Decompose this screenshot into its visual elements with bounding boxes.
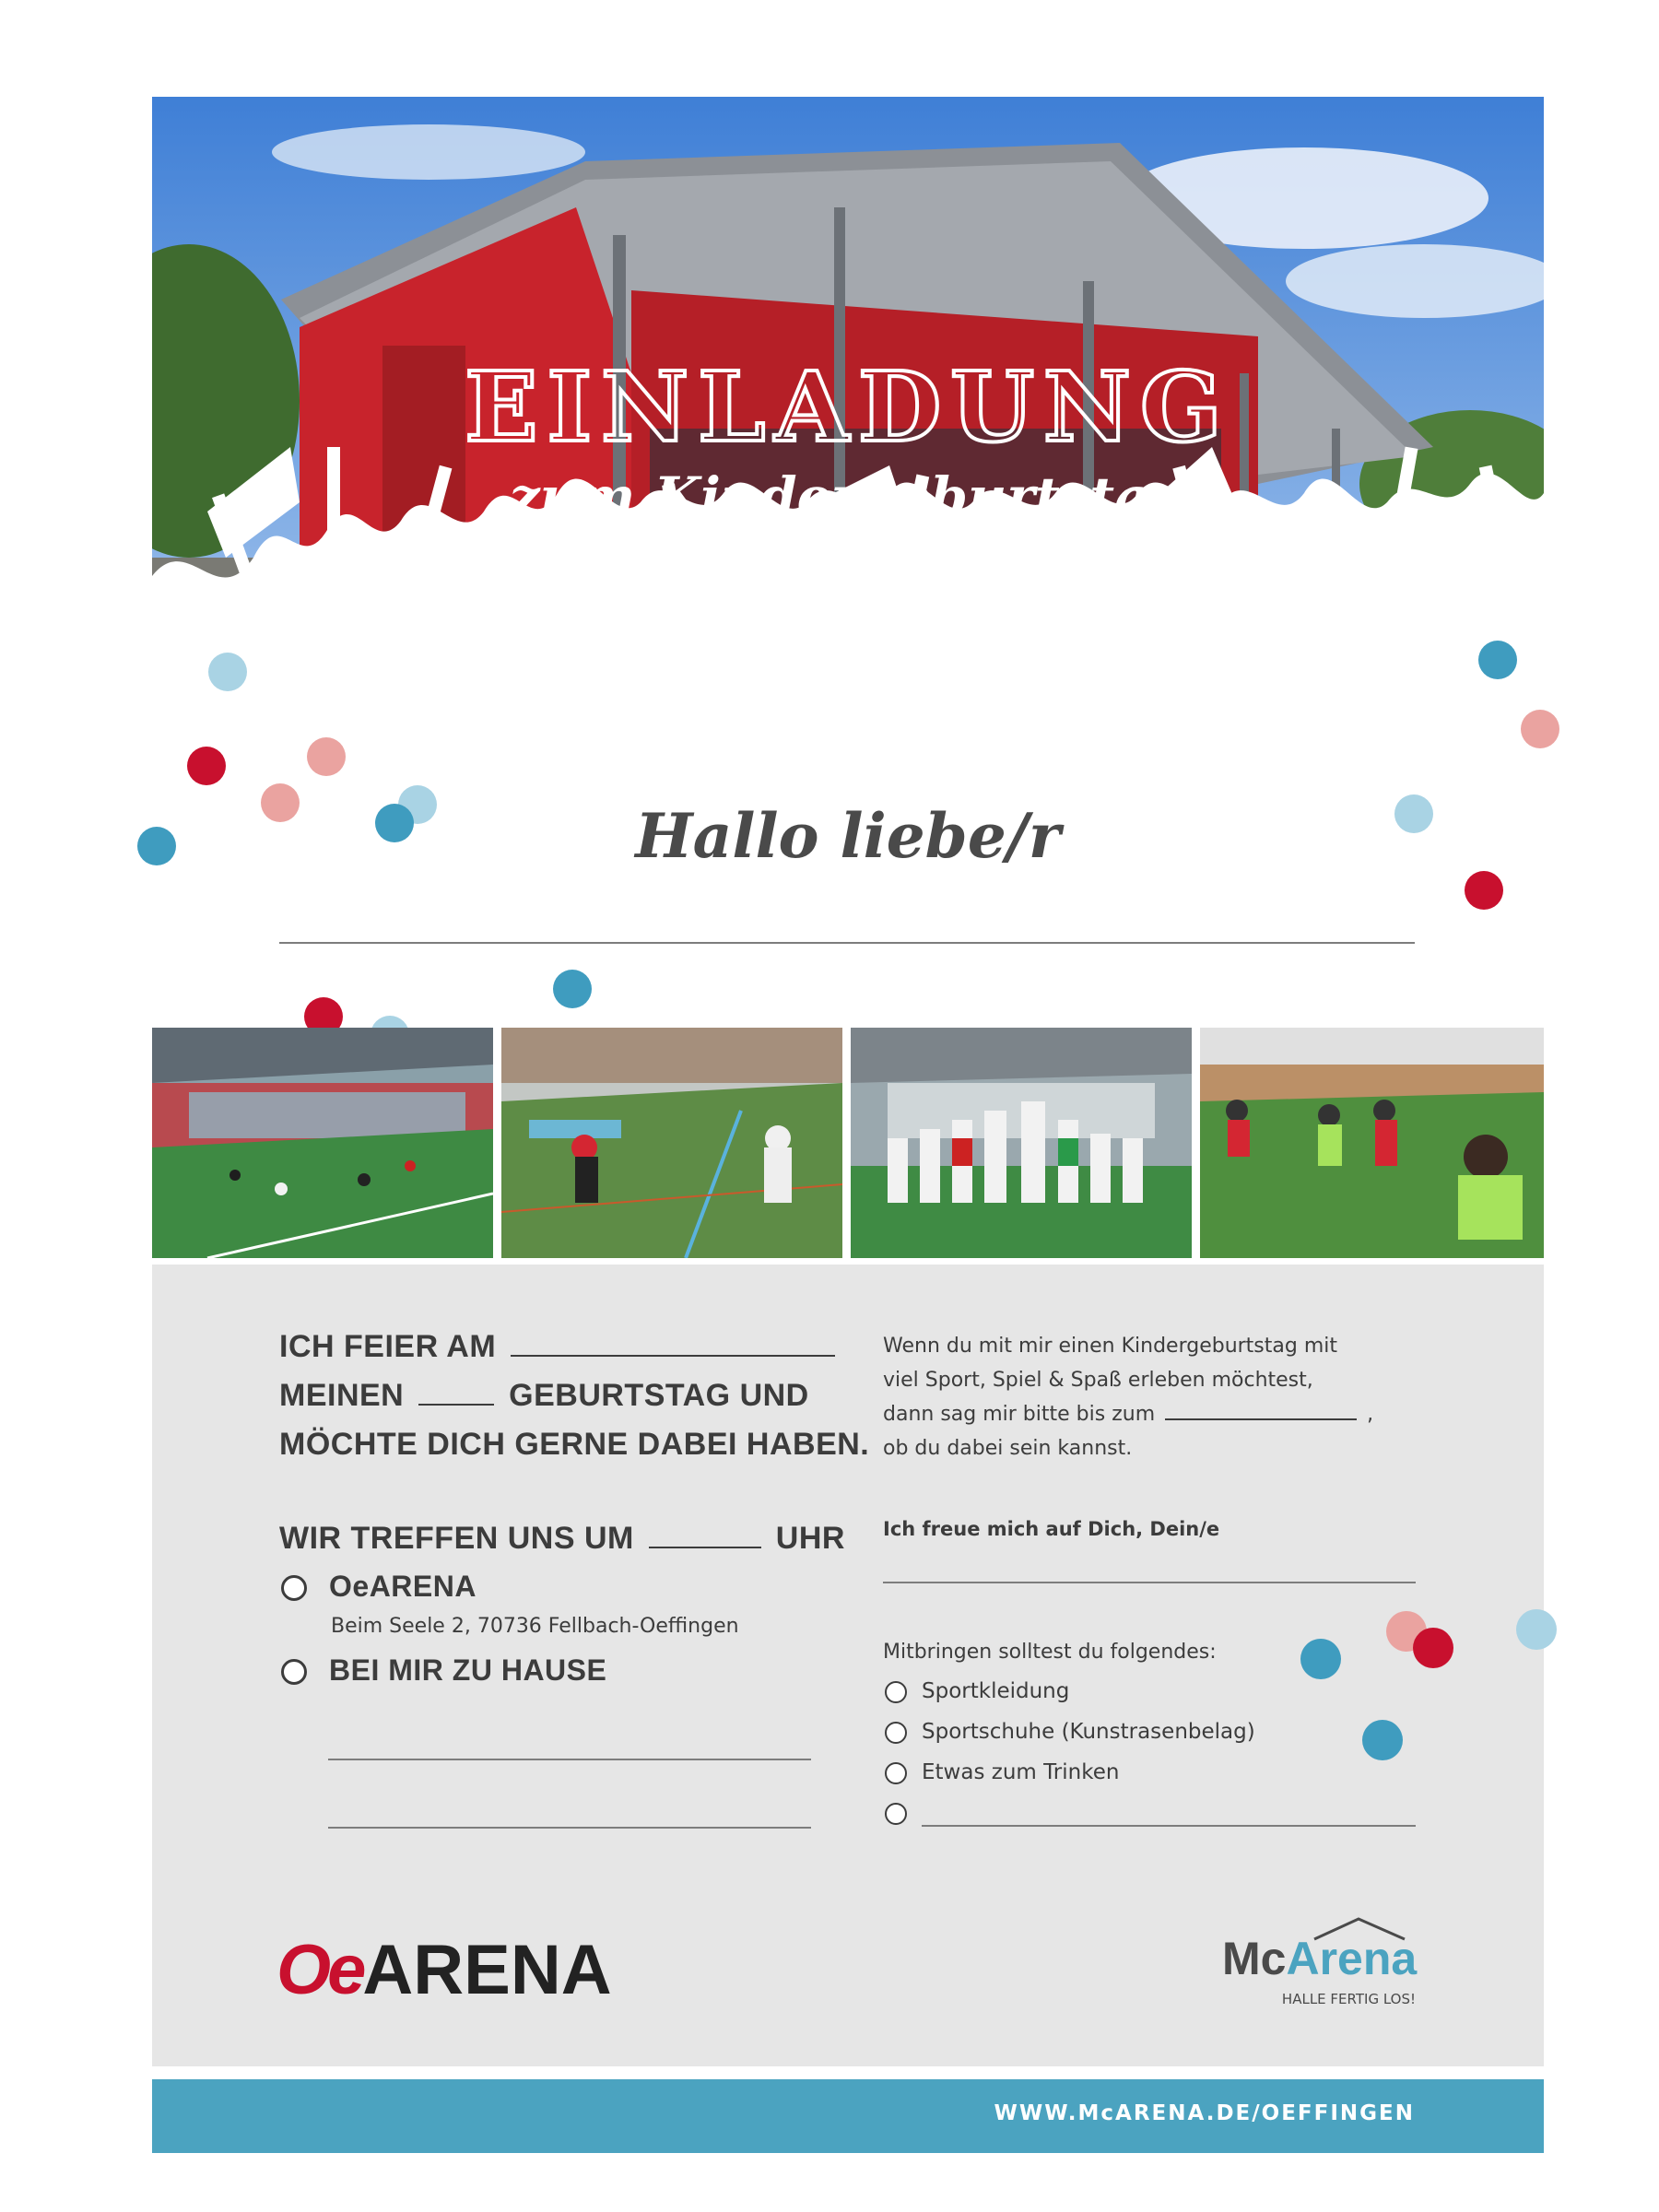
confetti-dot	[1521, 710, 1559, 748]
confetti-dot	[1478, 641, 1517, 679]
bring-checkbox-4[interactable]	[885, 1803, 907, 1825]
meet-line	[279, 1521, 845, 1557]
home-address-line-1[interactable]	[328, 1759, 811, 1760]
confetti-dot	[307, 737, 346, 776]
name-line[interactable]	[279, 942, 1415, 944]
bring-item-2: Sportschuhe (Kunstrasenbelag)	[922, 1720, 1255, 1744]
bring-item-1: Sportkleidung	[922, 1679, 1070, 1703]
message-line-3	[883, 1403, 1373, 1426]
location-option-arena: OeARENA	[329, 1570, 477, 1603]
meet-label: WIR TREFFEN UNS UM	[279, 1521, 634, 1556]
oe-arena-logo	[276, 1931, 612, 2009]
date-blank[interactable]	[511, 1354, 835, 1357]
message-line-4: ob du dabei sein kannst.	[883, 1437, 1133, 1460]
footer-bar	[152, 2079, 1544, 2153]
confetti-dot	[1465, 871, 1503, 910]
rsvp-label: dann sag mir bitte bis zum	[883, 1403, 1156, 1426]
time-unit: UHR	[775, 1521, 845, 1556]
rsvp-comma: ,	[1367, 1403, 1374, 1426]
bring-heading: Mitbringen solltest du folgendes:	[883, 1641, 1217, 1664]
hero-banner	[152, 97, 1544, 733]
birthday-label: GEBURTSTAG UND	[509, 1378, 809, 1413]
confetti-dot	[1413, 1628, 1453, 1668]
hero-subtitle: zum Kindergeburtstag	[509, 465, 1187, 528]
bring-checkbox-1[interactable]	[885, 1681, 907, 1703]
location-option-home: BEI MIR ZU HAUSE	[329, 1653, 607, 1687]
mc-logo-tagline: HALLE FERTIG LOS!	[1281, 1991, 1416, 2007]
rsvp-date-blank[interactable]	[1165, 1418, 1357, 1420]
date-label: ICH FEIER AM	[279, 1329, 497, 1364]
confetti-dot	[1362, 1720, 1403, 1760]
time-blank[interactable]	[649, 1546, 761, 1548]
oe-logo-prefix: Oe	[276, 1931, 363, 2009]
photo-3	[851, 1028, 1192, 1258]
age-label: MEINEN	[279, 1378, 405, 1413]
oe-logo-name: ARENA	[362, 1931, 612, 2009]
age-blank[interactable]	[418, 1403, 494, 1406]
invite-line-3: MÖCHTE DICH GERNE DABEI HABEN.	[279, 1427, 870, 1462]
location-radio-home[interactable]	[281, 1659, 307, 1685]
bring-item-4-line[interactable]	[922, 1825, 1416, 1827]
confetti-dot	[208, 653, 247, 691]
photo-1	[152, 1028, 493, 1258]
bring-checkbox-3[interactable]	[885, 1762, 907, 1784]
mc-logo-prefix: Mc	[1222, 1933, 1287, 1984]
confetti-dot	[1300, 1639, 1341, 1679]
bring-checkbox-2[interactable]	[885, 1722, 907, 1744]
mc-logo-name: Arena	[1286, 1933, 1418, 1984]
confetti-dot	[1516, 1609, 1557, 1650]
photo-4	[1200, 1028, 1544, 1258]
mc-arena-logo	[1222, 1915, 1416, 2015]
website-link[interactable]: WWW.McARENA.DE/OEFFINGEN	[994, 2101, 1415, 2125]
message-line-1: Wenn du mit mir einen Kindergeburtstag mit	[883, 1335, 1338, 1358]
invite-line-1	[279, 1329, 835, 1365]
location-radio-arena[interactable]	[281, 1575, 307, 1601]
greeting: Hallo liebe/r	[635, 800, 1061, 872]
confetti-dot	[553, 970, 592, 1008]
confetti-dot	[187, 747, 226, 785]
message-line-2: viel Sport, Spiel & Spaß erleben möchtest,	[883, 1369, 1313, 1392]
photo-2	[501, 1028, 842, 1258]
home-address-line-2[interactable]	[328, 1827, 811, 1829]
signoff: Ich freue mich auf Dich, Dein/e	[883, 1518, 1220, 1540]
signature-line[interactable]	[883, 1582, 1416, 1583]
arena-address: Beim Seele 2, 70736 Fellbach-Oeffingen	[331, 1615, 739, 1638]
invite-line-2	[279, 1378, 809, 1414]
hero-title: EINLADUNG	[465, 350, 1231, 464]
bring-item-3: Etwas zum Trinken	[922, 1760, 1120, 1784]
